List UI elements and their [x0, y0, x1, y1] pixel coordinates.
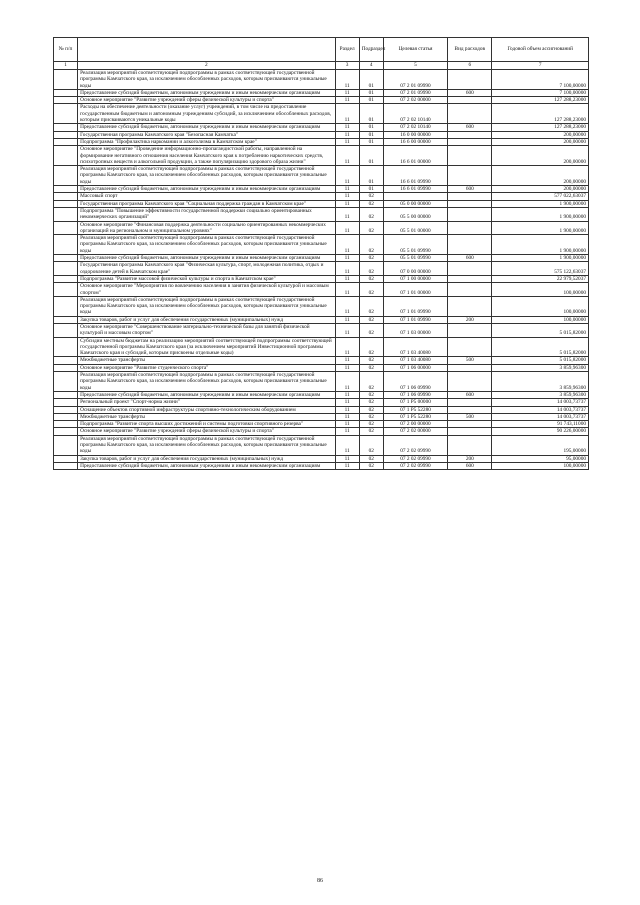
row-name: Реализация мероприятий соответствующей подпрограммы в рамках соответствующей государственной программы Камчатского края, за исключением обособленных расходов, которым присваиваются уникальные коды — [78, 70, 335, 90]
row-target-article: 16 6 01 00000 — [383, 146, 447, 166]
table-row — [54, 428, 589, 435]
header-subsection: Подраздел — [359, 38, 383, 62]
row-amount: 90 226,00000 — [492, 428, 589, 435]
budget-table — [53, 37, 589, 470]
row-expense-type — [448, 337, 492, 357]
row-expense-type — [448, 323, 492, 337]
row-number — [54, 146, 78, 166]
table-row — [54, 89, 589, 96]
table-row — [54, 455, 589, 462]
row-subsection: 02 — [359, 283, 383, 297]
row-expense-type — [448, 296, 492, 316]
row-amount: 5 015,82000 — [492, 323, 589, 337]
table-body — [54, 70, 589, 470]
row-number — [54, 255, 78, 262]
row-target-article: 05 0 00 00000 — [383, 200, 447, 207]
row-number — [54, 97, 78, 104]
row-section: 11 — [335, 124, 359, 131]
row-target-article: 16 6 00 00000 — [383, 138, 447, 145]
row-name: Основное мероприятие "Развитие учреждений сферы физической культуры и спорта" — [78, 428, 335, 435]
row-target-article: 05 5 01 00000 — [383, 221, 447, 235]
row-target-article — [383, 193, 447, 200]
row-subsection: 02 — [359, 200, 383, 207]
row-subsection: 02 — [359, 207, 383, 221]
row-section: 11 — [335, 372, 359, 392]
row-section: 11 — [335, 200, 359, 207]
row-target-article: 07 1 03 00000 — [383, 323, 447, 337]
row-amount: 127 288,23000 — [492, 124, 589, 131]
row-number — [54, 421, 78, 428]
table-row — [54, 138, 589, 145]
row-section: 11 — [335, 406, 359, 413]
row-subsection: 02 — [359, 221, 383, 235]
column-number: 7 — [492, 62, 589, 70]
row-target-article: 07 1 P5 52280 — [383, 413, 447, 420]
row-name: Реализация мероприятий соответствующей подпрограммы в рамках соответствующей государственной программы Камчатского края, за исключением обособленных расходов, которым присваиваются уникальные коды — [78, 435, 335, 455]
row-name: Подпрограмма "Повышение эффективности государственной поддержки социально ориентированных некоммерческих организаций" — [78, 207, 335, 221]
row-subsection: 01 — [359, 70, 383, 90]
row-expense-type — [448, 283, 492, 297]
row-target-article: 16 6 01 09990 — [383, 186, 447, 193]
row-amount: 100,00000 — [492, 316, 589, 323]
row-section: 11 — [335, 337, 359, 357]
table-row — [54, 104, 589, 124]
row-section: 11 — [335, 186, 359, 193]
table-row — [54, 337, 589, 357]
row-number — [54, 131, 78, 138]
row-expense-type: 500 — [448, 413, 492, 420]
row-expense-type — [448, 166, 492, 186]
row-amount: 14 003,73737 — [492, 406, 589, 413]
row-subsection: 02 — [359, 255, 383, 262]
table-row — [54, 193, 589, 200]
row-subsection: 01 — [359, 131, 383, 138]
row-target-article: 16 6 01 09990 — [383, 166, 447, 186]
row-amount: 1 900,00000 — [492, 200, 589, 207]
row-subsection: 02 — [359, 413, 383, 420]
row-amount: 3 859,96300 — [492, 372, 589, 392]
table-row — [54, 146, 589, 166]
row-name: Закупка товаров, работ и услуг для обеспечения государственных (муниципальных) нужд — [78, 316, 335, 323]
row-subsection: 02 — [359, 462, 383, 469]
row-expense-type — [448, 146, 492, 166]
row-section: 11 — [335, 462, 359, 469]
row-subsection: 02 — [359, 399, 383, 406]
row-expense-type: 500 — [448, 357, 492, 364]
row-number — [54, 138, 78, 145]
row-section: 11 — [335, 283, 359, 297]
row-number — [54, 462, 78, 469]
row-section: 11 — [335, 235, 359, 255]
row-number — [54, 399, 78, 406]
row-expense-type — [448, 200, 492, 207]
row-section: 11 — [335, 364, 359, 371]
table-row — [54, 316, 589, 323]
table-row — [54, 207, 589, 221]
row-number — [54, 221, 78, 235]
row-number — [54, 124, 78, 131]
row-target-article: 07 2 02 10140 — [383, 104, 447, 124]
table-row — [54, 364, 589, 371]
row-subsection: 02 — [359, 316, 383, 323]
row-subsection: 02 — [359, 357, 383, 364]
row-expense-type: 200 — [448, 455, 492, 462]
row-number — [54, 323, 78, 337]
row-number — [54, 104, 78, 124]
row-subsection: 02 — [359, 364, 383, 371]
row-subsection: 01 — [359, 138, 383, 145]
row-target-article: 07 1 01 09990 — [383, 296, 447, 316]
column-number: 2 — [78, 62, 335, 70]
row-amount: 3 859,96300 — [492, 391, 589, 398]
row-name: Межбюджетные трансферты — [78, 357, 335, 364]
row-number — [54, 275, 78, 282]
row-amount: 577 022,63037 — [492, 193, 589, 200]
row-subsection: 02 — [359, 455, 383, 462]
row-subsection: 02 — [359, 421, 383, 428]
row-number — [54, 283, 78, 297]
row-amount: 100,00000 — [492, 283, 589, 297]
row-number — [54, 316, 78, 323]
row-target-article: 07 1 00 00000 — [383, 275, 447, 282]
row-subsection: 01 — [359, 124, 383, 131]
row-name: Основное мероприятие "Совершенствование материально-технической базы для занятий физической культурой и массовым спортом" — [78, 323, 335, 337]
row-expense-type — [448, 207, 492, 221]
row-target-article: 07 1 03 40080 — [383, 357, 447, 364]
row-expense-type — [448, 421, 492, 428]
row-expense-type — [448, 97, 492, 104]
row-target-article: 07 1 06 09990 — [383, 391, 447, 398]
column-number: 3 — [335, 62, 359, 70]
row-section: 11 — [335, 391, 359, 398]
table-row — [54, 221, 589, 235]
row-number — [54, 89, 78, 96]
row-target-article: 05 5 01 09990 — [383, 255, 447, 262]
row-number — [54, 391, 78, 398]
row-section: 11 — [335, 357, 359, 364]
row-target-article: 07 0 00 00000 — [383, 262, 447, 276]
row-target-article: 07 2 01 09990 — [383, 70, 447, 90]
table-row — [54, 391, 589, 398]
row-name: Основное мероприятие "Мероприятия по вовлечению населения в занятия физической культурой и массовым спортом" — [78, 283, 335, 297]
row-amount: 3 859,96300 — [492, 364, 589, 371]
row-subsection: 02 — [359, 323, 383, 337]
row-amount: 200,00000 — [492, 186, 589, 193]
table-row — [54, 97, 589, 104]
row-target-article: 07 1 03 40080 — [383, 337, 447, 357]
row-number — [54, 357, 78, 364]
row-amount: 200,00000 — [492, 146, 589, 166]
row-expense-type — [448, 131, 492, 138]
row-target-article: 07 2 02 09990 — [383, 455, 447, 462]
table-row — [54, 296, 589, 316]
row-subsection: 01 — [359, 166, 383, 186]
row-number — [54, 428, 78, 435]
row-name: Реализация мероприятий соответствующей подпрограммы в рамках соответствующей государственной программы Камчатского края, за исключением обособленных расходов, которым присваиваются уникальные коды — [78, 296, 335, 316]
row-section: 11 — [335, 413, 359, 420]
row-amount: 1 900,00000 — [492, 235, 589, 255]
row-subsection: 02 — [359, 372, 383, 392]
row-target-article: 07 1 01 00000 — [383, 283, 447, 297]
row-expense-type — [448, 428, 492, 435]
row-target-article: 07 2 00 00000 — [383, 421, 447, 428]
row-target-article: 07 1 P5 52280 — [383, 406, 447, 413]
row-number — [54, 186, 78, 193]
header-expense-type: Вид расходов — [448, 38, 492, 62]
row-section: 11 — [335, 89, 359, 96]
row-target-article: 16 0 00 00000 — [383, 131, 447, 138]
row-name: Государственная программа Камчатского края "Физическая культура, спорт, молодежная политика, отдых и оздоровление детей в Камчатском крае" — [78, 262, 335, 276]
table-row — [54, 399, 589, 406]
table-row — [54, 166, 589, 186]
table-row — [54, 131, 589, 138]
row-number — [54, 70, 78, 90]
row-amount: 14 003,73737 — [492, 399, 589, 406]
table-row — [54, 124, 589, 131]
row-subsection: 02 — [359, 391, 383, 398]
header-name — [78, 38, 335, 62]
row-amount: 100,00000 — [492, 462, 589, 469]
row-number — [54, 262, 78, 276]
row-target-article: 07 1 01 09990 — [383, 316, 447, 323]
row-expense-type: 600 — [448, 391, 492, 398]
row-name: Предоставление субсидий бюджетным, автономным учреждениям и иным некоммерческим организациям — [78, 255, 335, 262]
row-name: Закупка товаров, работ и услуг для обеспечения государственных (муниципальных) нужд — [78, 455, 335, 462]
table-row — [54, 70, 589, 90]
row-subsection: 01 — [359, 104, 383, 124]
column-number: 6 — [448, 62, 492, 70]
row-amount: 1 900,00000 — [492, 221, 589, 235]
row-subsection: 02 — [359, 275, 383, 282]
row-target-article: 07 1 06 00000 — [383, 364, 447, 371]
row-amount: 127 288,23000 — [492, 97, 589, 104]
row-name: Реализация мероприятий соответствующей подпрограммы в рамках соответствующей государственной программы Камчатского края, за исключением обособленных расходов, которым присваиваются уникальные коды — [78, 372, 335, 392]
row-number — [54, 296, 78, 316]
row-expense-type — [448, 235, 492, 255]
row-name: Расходы на обеспечение деятельности (оказание услуг) учреждений, в том числе на предоставление государственным бюджетным и автономным учреждениям субсидий, за исключением обособленных расходов, которым присваиваются уникальные коды — [78, 104, 335, 124]
table-row — [54, 406, 589, 413]
row-section: 11 — [335, 193, 359, 200]
row-target-article: 07 2 02 00000 — [383, 97, 447, 104]
row-expense-type: 600 — [448, 186, 492, 193]
row-amount: 5 015,82000 — [492, 337, 589, 357]
row-subsection: 02 — [359, 435, 383, 455]
row-expense-type — [448, 193, 492, 200]
row-name: Оснащение объектов спортивной инфраструктуры спортивно-технологическим оборудованием — [78, 406, 335, 413]
row-number — [54, 406, 78, 413]
row-expense-type — [448, 138, 492, 145]
row-name: Основное мероприятие "Проведение информационно-пропагандистской работы, направленной на формирование негативного отношения населения Камчатского края к потреблению наркотических средств, психотропных веществ и алкогольной продукции, а также популяризацию здорового образа жизни" — [78, 146, 335, 166]
row-expense-type — [448, 275, 492, 282]
row-subsection: 01 — [359, 89, 383, 96]
row-subsection: 02 — [359, 235, 383, 255]
row-expense-type: 200 — [448, 316, 492, 323]
row-target-article: 07 2 02 09990 — [383, 435, 447, 455]
row-subsection: 02 — [359, 296, 383, 316]
row-number — [54, 413, 78, 420]
row-name: Государственная программа Камчатского края "Социальная поддержка граждан в Камчатском крае" — [78, 200, 335, 207]
row-name: Предоставление субсидий бюджетным, автономным учреждениям и иным некоммерческим организациям — [78, 391, 335, 398]
row-number — [54, 166, 78, 186]
row-section: 11 — [335, 316, 359, 323]
header-annual-amount: Годовой объем ассигнований — [492, 38, 589, 62]
row-section: 11 — [335, 104, 359, 124]
row-expense-type — [448, 364, 492, 371]
row-expense-type: 600 — [448, 124, 492, 131]
table-row — [54, 262, 589, 276]
column-number: 1 — [54, 62, 78, 70]
row-expense-type: 600 — [448, 89, 492, 96]
row-amount: 100,00000 — [492, 296, 589, 316]
row-expense-type — [448, 406, 492, 413]
row-subsection: 02 — [359, 428, 383, 435]
row-name: Подпрограмма "Развитие спорта высших достижений и системы подготовки спортивного резерва" — [78, 421, 335, 428]
row-target-article: 07 2 01 09990 — [383, 89, 447, 96]
row-section: 11 — [335, 131, 359, 138]
row-section: 11 — [335, 399, 359, 406]
row-target-article: 05 5 00 00000 — [383, 207, 447, 221]
table-row — [54, 413, 589, 420]
row-target-article: 07 1 P5 00000 — [383, 399, 447, 406]
row-number — [54, 200, 78, 207]
row-name: Основное мероприятие "Финансовая поддержка деятельности социально ориентированных некоммерческих организаций на региональном и муниципальном уровнях" — [78, 221, 335, 235]
row-expense-type: 600 — [448, 255, 492, 262]
row-subsection: 01 — [359, 97, 383, 104]
row-section: 11 — [335, 146, 359, 166]
row-expense-type: 600 — [448, 462, 492, 469]
table-row — [54, 235, 589, 255]
row-name: Массовый спорт — [78, 193, 335, 200]
row-name: Реализация мероприятий соответствующей подпрограммы в рамках соответствующей государственной программы Камчатского края, за исключением обособленных расходов, которым присваиваются уникальные коды — [78, 166, 335, 186]
row-amount: 14 003,73737 — [492, 413, 589, 420]
row-expense-type — [448, 221, 492, 235]
row-name: Предоставление субсидий бюджетным, автономным учреждениям и иным некоммерческим организациям — [78, 124, 335, 131]
row-amount: 575 122,63037 — [492, 262, 589, 276]
page-number: 86 — [317, 878, 323, 884]
row-number — [54, 337, 78, 357]
table-row — [54, 200, 589, 207]
row-amount: 7 100,00000 — [492, 89, 589, 96]
row-target-article: 07 2 02 09990 — [383, 462, 447, 469]
column-number: 4 — [359, 62, 383, 70]
row-expense-type — [448, 262, 492, 276]
table-row — [54, 283, 589, 297]
row-section: 11 — [335, 166, 359, 186]
row-amount: 200,00000 — [492, 131, 589, 138]
row-amount: 200,00000 — [492, 138, 589, 145]
row-expense-type — [448, 70, 492, 90]
row-section: 11 — [335, 428, 359, 435]
row-amount: 1 900,00000 — [492, 207, 589, 221]
row-section: 11 — [335, 275, 359, 282]
row-name: Субсидии местным бюджетам на реализацию мероприятий соответствующей подпрограммы соответствующей государственной программы Камчатского края (за исключением мероприятий Инвестиционной программы Камчатского края и субсидий, которым присвоены отдельные коды) — [78, 337, 335, 357]
header-target-article: Целевая статья — [383, 38, 447, 62]
row-name: Подпрограмма "Профилактика наркомании и алкоголизма в Камчатском крае" — [78, 138, 335, 145]
row-amount: 200,00000 — [492, 166, 589, 186]
row-name: Государственная программа Камчатского края "Безопасная Камчатка" — [78, 131, 335, 138]
row-section: 11 — [335, 207, 359, 221]
row-section: 11 — [335, 97, 359, 104]
row-section: 11 — [335, 138, 359, 145]
row-subsection: 02 — [359, 406, 383, 413]
row-subsection: 02 — [359, 337, 383, 357]
row-name: Основное мероприятие "Развитие студенческого спорта" — [78, 364, 335, 371]
table-row — [54, 255, 589, 262]
row-subsection: 01 — [359, 146, 383, 166]
row-subsection: 02 — [359, 262, 383, 276]
row-expense-type — [448, 372, 492, 392]
table-header-row — [54, 38, 589, 62]
row-name: Предоставление субсидий бюджетным, автономным учреждениям и иным некоммерческим организациям — [78, 186, 335, 193]
row-expense-type — [448, 399, 492, 406]
row-number — [54, 193, 78, 200]
row-section: 11 — [335, 455, 359, 462]
row-number — [54, 235, 78, 255]
header-number: № п/п — [54, 38, 78, 62]
row-target-article: 05 5 01 09990 — [383, 235, 447, 255]
row-amount: 1 900,00000 — [492, 255, 589, 262]
row-amount: 5 015,82000 — [492, 357, 589, 364]
row-number — [54, 207, 78, 221]
table-row — [54, 372, 589, 392]
row-target-article: 07 2 02 10140 — [383, 124, 447, 131]
row-subsection: 02 — [359, 193, 383, 200]
column-number: 5 — [383, 62, 447, 70]
row-amount: 91 743,11000 — [492, 421, 589, 428]
row-amount: 195,00000 — [492, 435, 589, 455]
row-name: Основное мероприятие "Развитие учреждений сферы физической культуры и спорта" — [78, 97, 335, 104]
row-expense-type — [448, 104, 492, 124]
table-row — [54, 323, 589, 337]
row-section: 11 — [335, 255, 359, 262]
table-row — [54, 435, 589, 455]
header-section: Раздел — [335, 38, 359, 62]
row-name: Предоставление субсидий бюджетным, автономным учреждениям и иным некоммерческим организациям — [78, 89, 335, 96]
row-target-article: 07 2 02 00000 — [383, 428, 447, 435]
row-amount: 127 288,23000 — [492, 104, 589, 124]
table-row — [54, 357, 589, 364]
row-name: Реализация мероприятий соответствующей подпрограммы в рамках соответствующей государственной программы Камчатского края, за исключением обособленных расходов, которым присваиваются уникальные коды — [78, 235, 335, 255]
row-name: Региональный проект "Спорт-норма жизни" — [78, 399, 335, 406]
row-number — [54, 372, 78, 392]
row-section: 11 — [335, 70, 359, 90]
row-section: 11 — [335, 221, 359, 235]
row-amount: 95,00000 — [492, 455, 589, 462]
row-subsection: 01 — [359, 186, 383, 193]
table-row — [54, 421, 589, 428]
row-expense-type — [448, 435, 492, 455]
row-name: Предоставление субсидий бюджетным, автономным учреждениям и иным некоммерческим организациям — [78, 462, 335, 469]
row-target-article: 07 1 06 09990 — [383, 372, 447, 392]
row-section: 11 — [335, 323, 359, 337]
row-number — [54, 364, 78, 371]
row-section: 11 — [335, 262, 359, 276]
row-section: 11 — [335, 421, 359, 428]
row-number — [54, 455, 78, 462]
row-number — [54, 435, 78, 455]
table-row — [54, 462, 589, 469]
row-amount: 22 979,52037 — [492, 275, 589, 282]
row-name: Подпрограмма "Развитие массовой физической культуры и спорта в Камчатском крае" — [78, 275, 335, 282]
table-row — [54, 186, 589, 193]
row-name: Межбюджетные трансферты — [78, 413, 335, 420]
row-section: 11 — [335, 435, 359, 455]
column-number-row — [54, 62, 589, 70]
table-row — [54, 275, 589, 282]
row-amount: 7 100,00000 — [492, 70, 589, 90]
row-section: 11 — [335, 296, 359, 316]
